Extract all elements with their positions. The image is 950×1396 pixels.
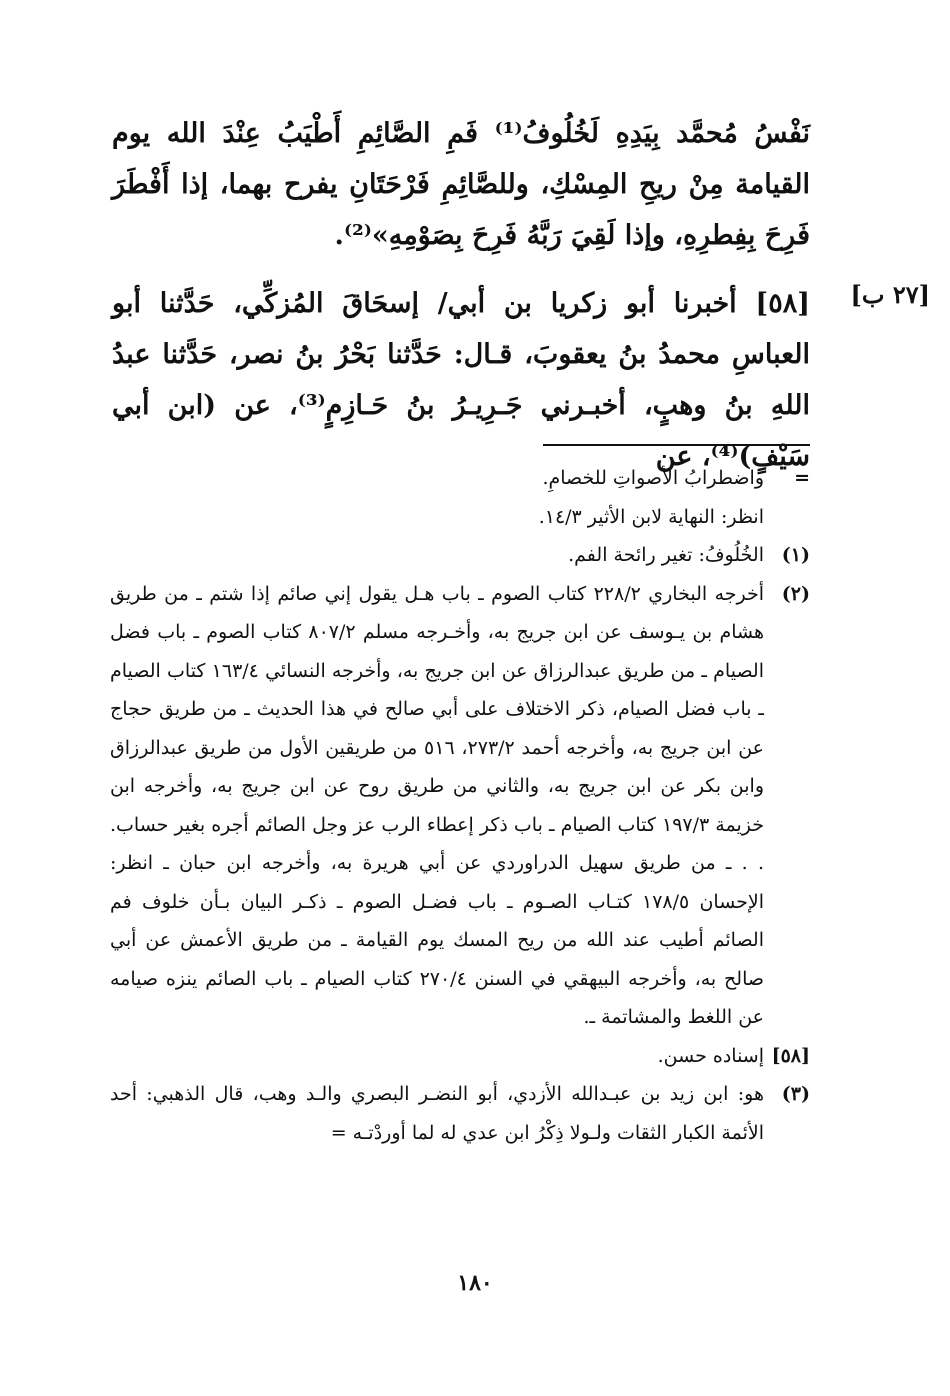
footnote-marker: (١) (781, 544, 810, 566)
footnote-separator (543, 444, 810, 446)
main-text-continuation (112, 108, 810, 261)
footnote-continuation (110, 459, 810, 498)
footnote-text: الخُلُوفُ: تغير رائحة الفم. (568, 544, 764, 566)
footnote-text: إسناده حسن. (657, 1044, 764, 1067)
page-number: ١٨٠ (457, 1270, 493, 1296)
footnote-continuation (110, 498, 810, 537)
footnotes-section (110, 459, 810, 1152)
footnote-marker: (٢) (781, 582, 810, 605)
main-text-hadith-58 (112, 278, 810, 482)
footnote-marker: (٣) (781, 1083, 810, 1105)
footnote-2 (110, 575, 810, 1037)
isnad-text: [٥٨] أخبرنا أبو زكريا بن أبي/ إسحَاقَ المُزكِّي، حَدَّثنا أبو العباسِ محمدُ بنُ يعقوبَ، قـال: حَدَّثنا بَحْرُ بنُ نصر، حَدَّثنا عبدُ اللهِ بنُ وهبٍ، أخبـرني جَـرِيـرُ بنُ حَـازِمٍ⁽³⁾، عن (ابن أبي سَيْفٍ)⁽⁴⁾، عن (112, 288, 810, 472)
footnote-marker: = (794, 467, 810, 489)
footnote-marker: [٥٨] (771, 1044, 810, 1067)
footnote-text: أخرجه البخاري ٢٢٨/٢ كتاب الصوم ـ باب هـل يقول إني صائم إذا شتم ـ من طريق هشام بن يـوسف عن ابن جريج به، وأخـرجه مسلم ٨٠٧/٢ كتاب الصوم ـ باب فضل الصيام ـ من طريق عبدالرزاق عن ابن جريج به، وأخرجه النسائي ١٦٣/٤ كتاب الصيام ـ باب فضل الصيام، ذكر الاختلاف على أبي صالح في هذا الحديث ـ من طريق حجاج عن ابن جريج به، وأخرجه أحمد ٢٧٣/٢، ٥١٦ من طريقين الأول من طريق عبدالرزاق وابن بكر عن ابن جريج به، والثاني من طريق روح عن ابن جريج به، وأخرجه ابن خزيمة ١٩٧/٣ كتاب الصيام ـ باب ذكر إعطاء الرب عز وجل الصائم أجره بغير حساب. . . ـ من طريق سهيل الدراوردي عن أبي هريرة به، وأخرجه ابن حبان ـ انظر: الإحسان ١٧٨/٥ كتـاب الصـوم ـ باب فضـل الصوم ـ ذكـر البيان بـأن خلوف فم الصائم أطيب عند الله من ريح المسك يوم القيامة ـ من طريق الأعمش عن أبي صالح به، وأخرجه البيهقي في السنن ٢٧٠/٤ كتاب الصيام ـ باب الصائم ينزه صيامه عن اللغط والمشاتمة ـ. (110, 582, 765, 1028)
footnote-1 (110, 536, 810, 575)
footnote-text: واضطرابُ الأصواتِ للخصامِ. (542, 467, 764, 489)
footnote-text: انظر: النهاية لابن الأثير ١٤/٣. (538, 505, 764, 528)
footnote-text: هو: ابن زيد بن عبـدالله الأزدي، أبو النضـر البصري والـد وهب، قال الذهبي: أحد الأئمة الكبار الثقات ولـولا ذِكْرُ ابن عدي له لما أوردْتـه = (110, 1083, 764, 1144)
footnote-3 (110, 1075, 810, 1152)
hadith-text: نَفْسُ مُحمَّد بِيَدِهِ لَخُلُوفُ⁽¹⁾ فَمِ الصَّائِمِ أَطْيَبُ عِنْدَ الله يوم القيامة مِنْ ريحِ المِسْكِ، وللصَّائِمِ فَرْحَتَانِ يفرح بهما، إذا أَفْطَرَ فَرِحَ بِفِطرِهِ، وإذا لَقِيَ رَبَّهُ فَرِحَ بِصَوْمِهِ»⁽²⁾. (112, 118, 810, 251)
manuscript-folio-reference: [٢٧ ب] (850, 280, 930, 309)
footnote-58-grading (110, 1037, 810, 1076)
